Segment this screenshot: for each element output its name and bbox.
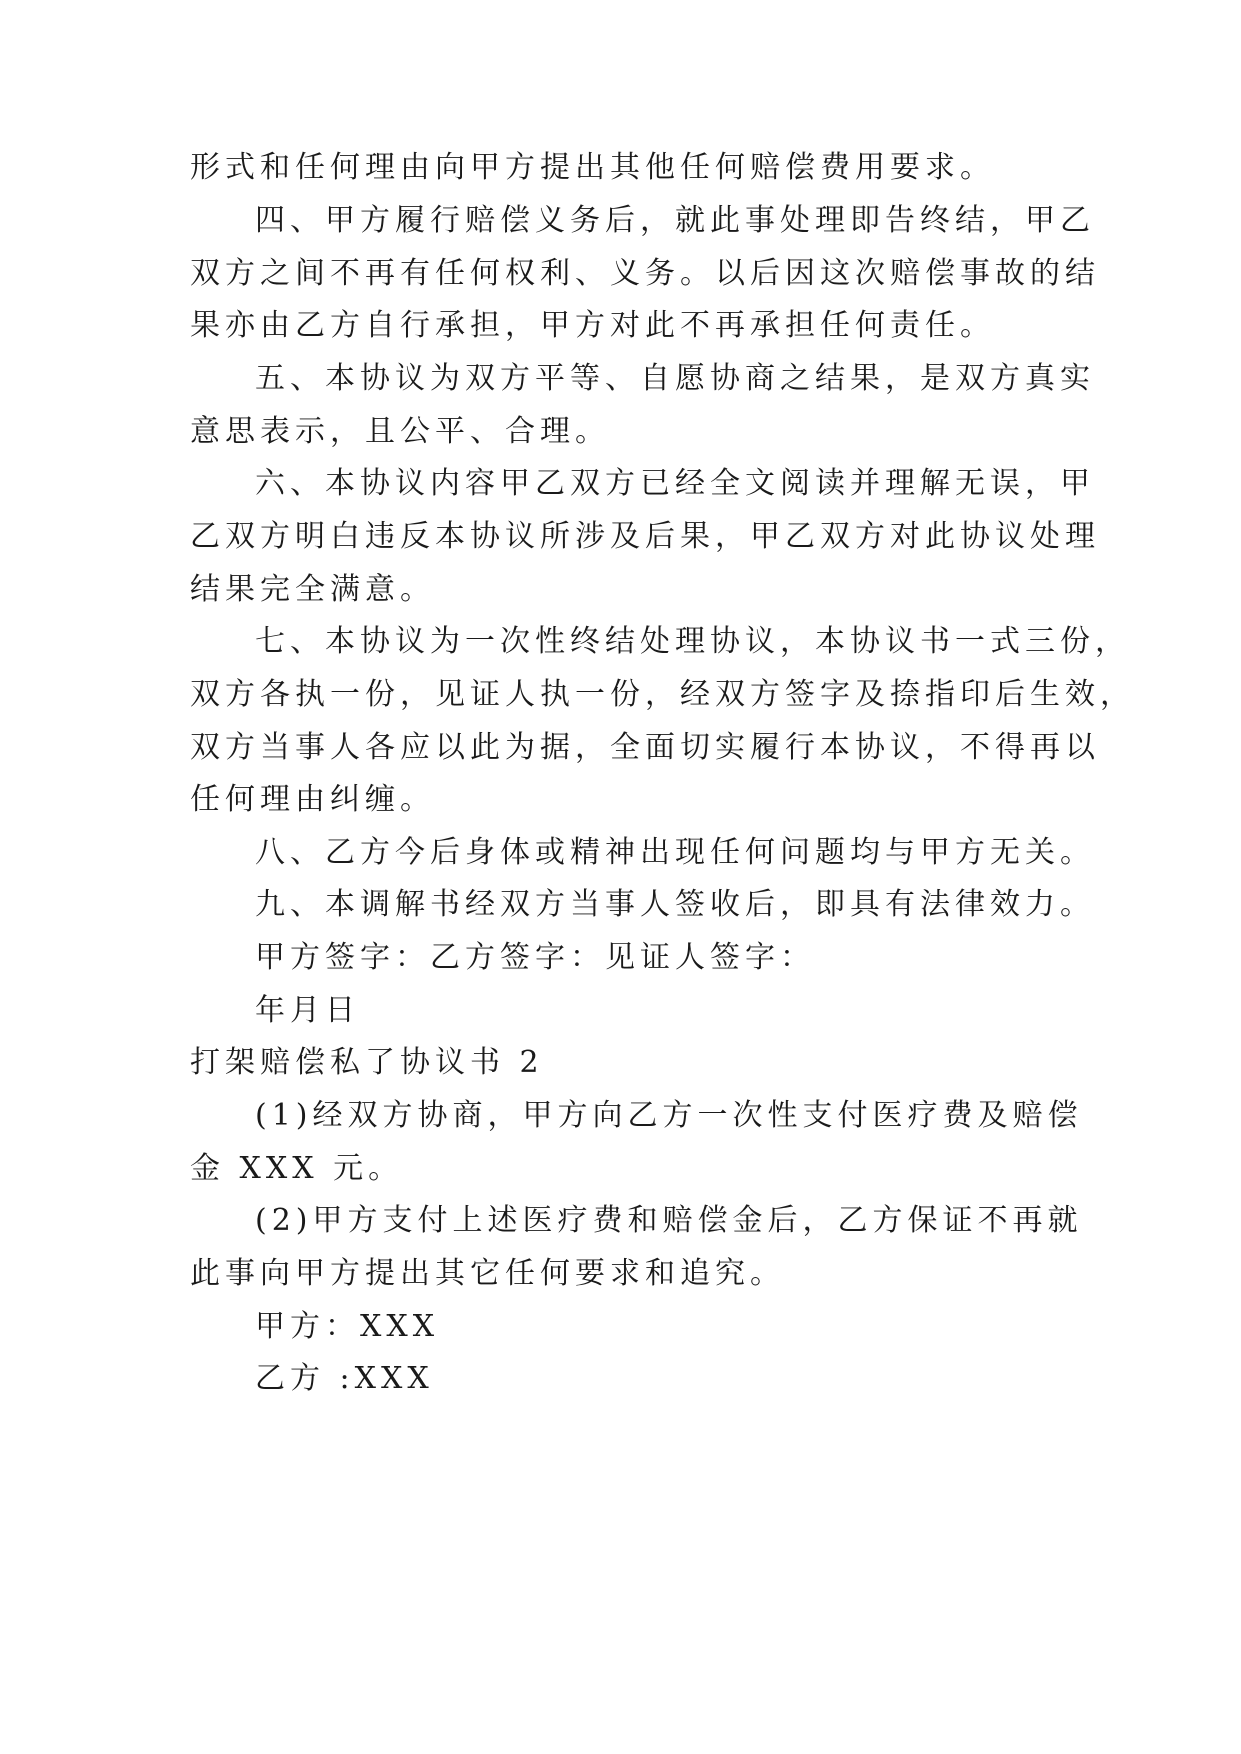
section-title: 打架赔偿私了协议书 2 bbox=[190, 1045, 544, 1080]
text-line: 果亦由乙方自行承担，甲方对此不再承担任何责任。 bbox=[190, 308, 995, 343]
date-line: 年月日 bbox=[255, 993, 360, 1028]
paragraph-start: 七、本协议为一次性终结处理协议，本协议书一式三份， bbox=[255, 624, 1130, 659]
paragraph-start: 九、本调解书经双方当事人签收后，即具有法律效力。 bbox=[255, 887, 1095, 922]
text-line: 形式和任何理由向甲方提出其他任何赔偿费用要求。 bbox=[190, 150, 995, 185]
signature-line: 甲方签字：乙方签字：见证人签字： bbox=[255, 940, 815, 975]
paragraph-start: 八、乙方今后身体或精神出现任何问题均与甲方无关。 bbox=[255, 835, 1095, 870]
text-line: 任何理由纠缠。 bbox=[190, 782, 435, 817]
text-line: 双方各执一份，见证人执一份，经双方签字及捺指印后生效， bbox=[190, 677, 1135, 712]
paragraph-start: 四、甲方履行赔偿义务后，就此事处理即告终结，甲乙 bbox=[255, 203, 1095, 238]
text-line: 金 XXX 元。 bbox=[190, 1151, 404, 1186]
party-a-line: 甲方：XXX bbox=[255, 1309, 440, 1344]
text-line: 双方当事人各应以此为据，全面切实履行本协议，不得再以 bbox=[190, 730, 1100, 765]
party-b-line: 乙方 :XXX bbox=[255, 1361, 434, 1396]
text-line: 此事向甲方提出其它任何要求和追究。 bbox=[190, 1256, 785, 1291]
paragraph-start: (1)经双方协商，甲方向乙方一次性支付医疗费及赔偿 bbox=[255, 1098, 1083, 1133]
paragraph-start: (2)甲方支付上述医疗费和赔偿金后，乙方保证不再就 bbox=[255, 1203, 1083, 1238]
text-line: 双方之间不再有任何权利、义务。以后因这次赔偿事故的结 bbox=[190, 256, 1100, 291]
text-line: 结果完全满意。 bbox=[190, 572, 435, 607]
text-line: 意思表示，且公平、合理。 bbox=[190, 414, 610, 449]
paragraph-start: 六、本协议内容甲乙双方已经全文阅读并理解无误，甲 bbox=[255, 466, 1095, 501]
text-line: 乙双方明白违反本协议所涉及后果，甲乙双方对此协议处理 bbox=[190, 519, 1100, 554]
paragraph-start: 五、本协议为双方平等、自愿协商之结果，是双方真实 bbox=[255, 361, 1095, 396]
